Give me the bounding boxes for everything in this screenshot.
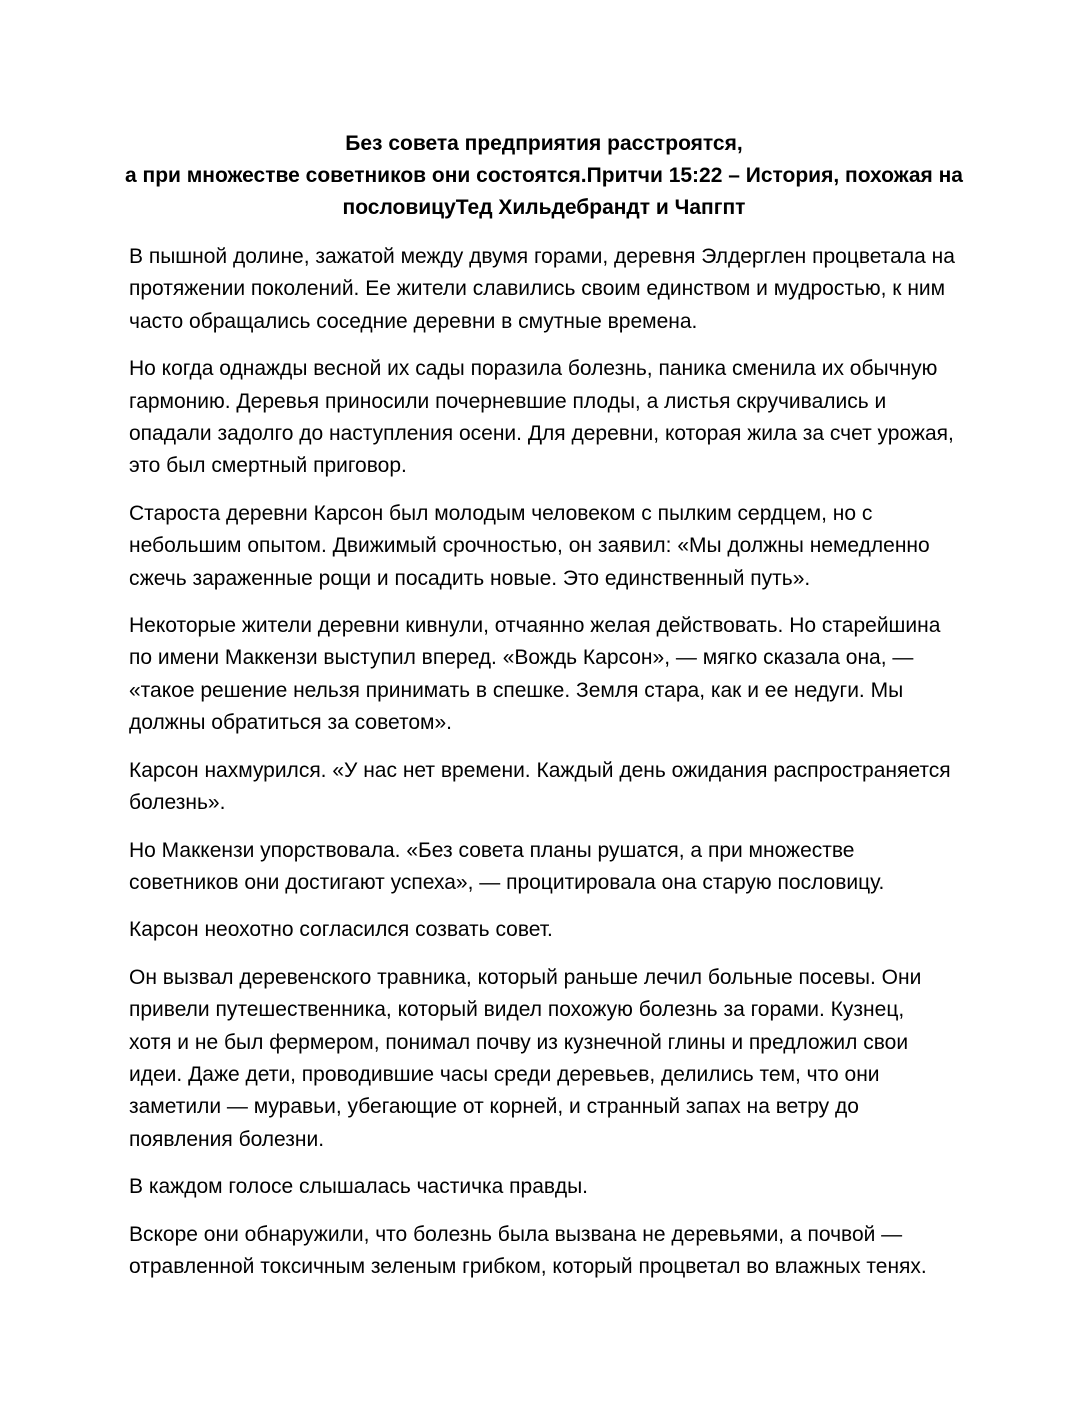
text-line: В каждом голосе слышалась частичка правды.	[129, 1175, 589, 1199]
text-line: Карсон нахмурился. «У нас нет времени. Каждый день ожидания распространяется	[129, 758, 951, 782]
text-line: сжечь зараженные рощи и посадить новые. Это единственный путь».	[129, 566, 811, 590]
text-line: советников они достигают успеха», — процитировала она старую пословицу.	[129, 870, 885, 894]
paragraph-7	[129, 914, 959, 946]
title-line: а при множестве советников они состоятся.Притчи 15:22 – История, похожая на	[125, 164, 963, 187]
text-line: появления болезни.	[129, 1127, 325, 1151]
paragraph-1	[129, 241, 959, 338]
paragraph-4	[129, 610, 959, 740]
text-line: протяжении поколений. Ее жители славились своим единством и мудростью, к ним	[129, 277, 946, 301]
paragraph-5	[129, 755, 959, 820]
text-line: привели путешественника, который видел похожую болезнь за горами. Кузнец,	[129, 998, 905, 1022]
title-line: Без совета предприятия расстроятся,	[345, 132, 743, 155]
text-line: В пышной долине, зажатой между двумя горами, деревня Элдерглен процветала на	[129, 245, 955, 268]
text-line: Карсон неохотно согласился созвать совет.	[129, 918, 553, 942]
paragraph-6	[129, 835, 959, 900]
paragraph-8	[129, 962, 959, 1156]
text-line: Староста деревни Карсон был молодым человеком с пылким сердцем, но с	[129, 501, 873, 525]
text-line: должны обратиться за советом».	[129, 711, 452, 735]
text-line: Но Маккензи упорствовала. «Без совета планы рушатся, а при множестве	[129, 838, 855, 862]
text-line: Вскоре они обнаружили, что болезнь была вызвана не деревьями, а почвой —	[129, 1222, 903, 1246]
text-line: Некоторые жители деревни кивнули, отчаянно желая действовать. Но старейшина	[129, 614, 941, 638]
text-line: небольшим опытом. Движимый срочностью, он заявил: «Мы должны немедленно	[129, 534, 930, 558]
paragraph-9	[129, 1171, 959, 1203]
text-line: опадали задолго до наступления осени. Для деревни, которая жила за счет урожая,	[129, 422, 954, 446]
text-line: заметили — муравьи, убегающие от корней, и странный запах на ветру до	[129, 1095, 859, 1119]
paragraph-10	[129, 1219, 959, 1284]
document-body	[129, 241, 959, 1298]
document-title	[110, 128, 978, 224]
text-line: отравленной токсичным зеленым грибком, который процветал во влажных тенях.	[129, 1254, 927, 1278]
text-line: Но когда однажды весной их сады поразила болезнь, паника сменила их обычную	[129, 357, 938, 381]
text-line: гармонию. Деревья приносили почерневшие плоды, а листья скручивались и	[129, 389, 887, 413]
text-line: идеи. Даже дети, проводившие часы среди деревьев, делились тем, что они	[129, 1062, 880, 1086]
text-line: это был смертный приговор.	[129, 454, 407, 478]
title-line: пословицуТед Хильдебрандт и Чапгпт	[342, 196, 746, 219]
paragraph-3	[129, 498, 959, 595]
text-line: Он вызвал деревенского травника, который раньше лечил больные посевы. Они	[129, 965, 922, 989]
text-line: хотя и не был фермером, понимал почву из кузнечной глины и предложил свои	[129, 1030, 909, 1054]
text-line: болезнь».	[129, 791, 226, 815]
paragraph-2	[129, 353, 959, 483]
text-line: по имени Маккензи выступил вперед. «Вождь Карсон», — мягко сказала она, —	[129, 646, 914, 670]
text-line: часто обращались соседние деревни в смутные времена.	[129, 309, 698, 333]
text-line: «такое решение нельзя принимать в спешке. Земля стара, как и ее недуги. Мы	[129, 678, 904, 702]
